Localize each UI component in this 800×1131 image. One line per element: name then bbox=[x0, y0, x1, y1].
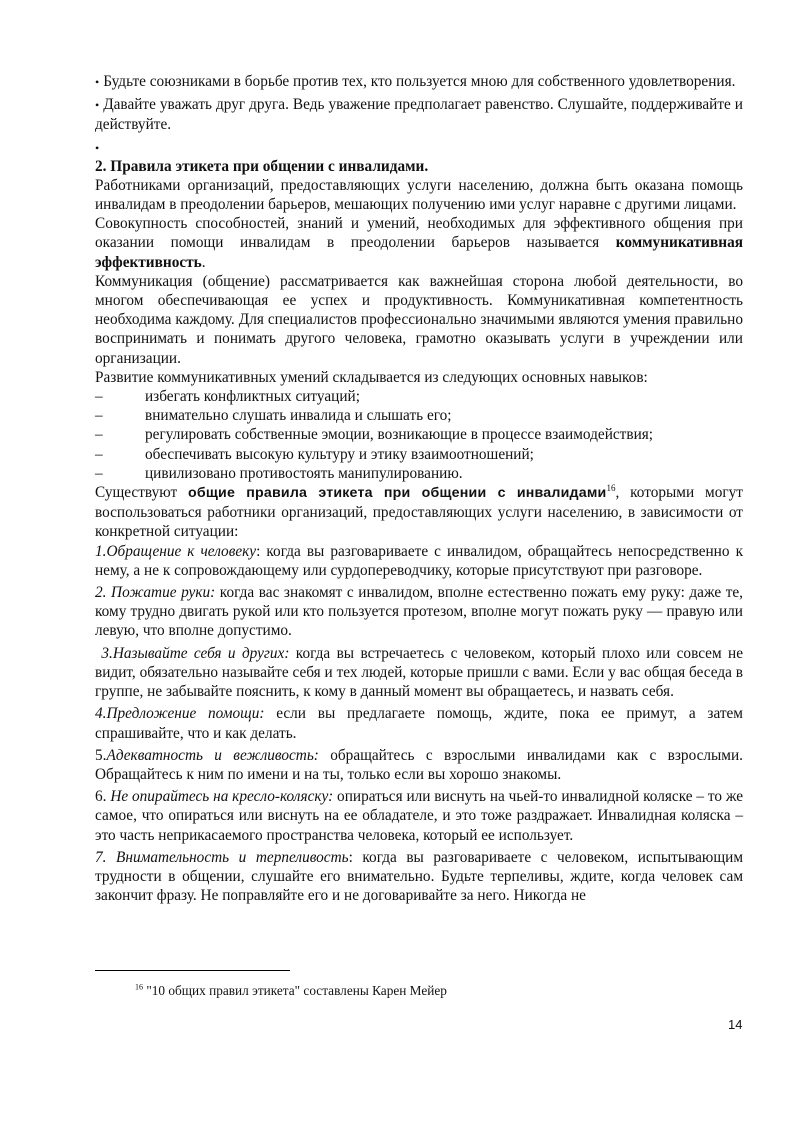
rule-1: 1.Обращение к человеку: когда вы разговариваете с инвалидом, обращайтесь непосредственно к нему, а не к сопровождающему или сурдопереводчику, которые присутствуют при разговоре. bbox=[95, 542, 743, 579]
dash-marker: – bbox=[95, 445, 103, 463]
footnote-text: "10 общих правил этикета" составлены Карен Мейер bbox=[143, 983, 447, 998]
footnote-ref: 16 bbox=[606, 482, 616, 493]
list-item: – внимательно слушать инвалида и слышать его; bbox=[95, 407, 452, 425]
dash-marker: – bbox=[95, 388, 103, 406]
term-communicative-efficiency: коммуникативная эффективность bbox=[95, 234, 743, 271]
footnote-number: 16 bbox=[135, 982, 143, 992]
paragraph-definition: Совокупность способностей, знаний и умений, необходимых для эффективного общения при оказании помощи инвалидам в преодолении барьеров называется коммуникативная эффективность. bbox=[95, 215, 743, 271]
list-item: – цивилизовано противостоять манипулированию. bbox=[95, 464, 463, 482]
paragraph-skills-intro: Развитие коммуникативных умений складывается из следующих основных навыков: bbox=[95, 368, 648, 386]
bullet-item: • Будьте союзниками в борьбе против тех, кто пользуется мною для собственного удовлетворения. bbox=[95, 72, 743, 92]
footnote bbox=[135, 983, 447, 999]
empty-bullet bbox=[95, 138, 743, 157]
rule-4: 4.Предложение помощи: если вы предлагаете помощь, ждите, пока ее примут, а затем спрашивайте, что и как делать. bbox=[95, 705, 743, 742]
dash-marker: – bbox=[95, 407, 103, 425]
rule-5: 5.Адекватность и вежливость: обращайтесь с взрослыми инвалидами как с взрослыми. Обращайтесь к ним по имени и на ты, только если вы хорошо знакомы. bbox=[95, 746, 743, 783]
skills-list bbox=[95, 387, 743, 483]
list-item: – регулировать собственные эмоции, возникающие в процессе взаимодействия; bbox=[95, 426, 654, 444]
paragraph-communication: Коммуникация (общение) рассматривается как важнейшая сторона любой деятельности, во многом обеспечивающая ее успех и продуктивность. Коммуникативная компетентность необходима каждому. Для специалистов профессионально значимыми являются умения правильно воспринимать и понимать другого человека, грамотно оказывать услуги в учреждении или организации. bbox=[95, 272, 743, 367]
page-number: 14 bbox=[728, 1017, 743, 1032]
rule-2: 2. Пожатие руки: когда вас знакомят с инвалидом, вполне естественно пожать ему руку: даже те, кому трудно двигать рукой или кто пользуется протезом, вполне могут пожать руку — правую или левую, что вполне допустимо. bbox=[95, 584, 744, 640]
rule-7: 7. Внимательность и терпеливость: когда вы разговариваете с человеком, испытывающим трудности в общении, слушайте его внимательно. Будьте терпеливы, ждите, когда человек сам закончит фразу. Не поправляйте его и не договаривайте за него. Никогда не bbox=[95, 848, 744, 905]
paragraph-obligation: Работниками организаций, предоставляющих услуги населению, должна быть оказана помощь инвалидам в преодолении барьеров, мешающих получению ими услуг наравне с другими лицами. bbox=[95, 176, 743, 214]
rules-term: общие правила этикета при общении с инвалидами bbox=[188, 485, 607, 502]
rule-3: 3.Называйте себя и других: когда вы встречаетесь с человеком, который плохо или совсем не видит, обязательно называйте себя и тех людей, которые пришли с вами. Если у вас общая беседа в группе, не забывайте пояснить, к кому в данный момент вы обращаетесь, и назвать себя. bbox=[95, 644, 747, 701]
dash-marker: – bbox=[95, 464, 103, 482]
footnote-separator bbox=[95, 970, 290, 971]
document-body bbox=[95, 72, 747, 905]
paragraph-rules-intro: Существуют общие правила этикета при общении с инвалидами$^{16}$, которыми могут воспользоваться работники организаций, предоставляющих услуги населению, в зависимости от конкретной ситуации: bbox=[95, 482, 743, 541]
rule-6: 6. Не опирайтесь на кресло-коляску: опираться или виснуть на чьей-то инвалидной коляске – то же самое, что опираться или виснуть на ее обладателе, и это тоже раздражает. Инвалидная коляска – это часть неприкасаемого пространства человека, который ее использует. bbox=[95, 788, 747, 844]
dash-marker: – bbox=[95, 426, 103, 444]
list-item: – обеспечивать высокую культуру и этику взаимоотношений; bbox=[95, 445, 534, 463]
bullet-item: • Давайте уважать друг друга. Ведь уважение предполагает равенство. Слушайте, поддерживайте и действуйте. bbox=[95, 95, 743, 134]
section-title: 2. Правила этикета при общении с инвалидами. bbox=[95, 157, 429, 175]
list-item: – избегать конфликтных ситуаций; bbox=[95, 388, 360, 406]
